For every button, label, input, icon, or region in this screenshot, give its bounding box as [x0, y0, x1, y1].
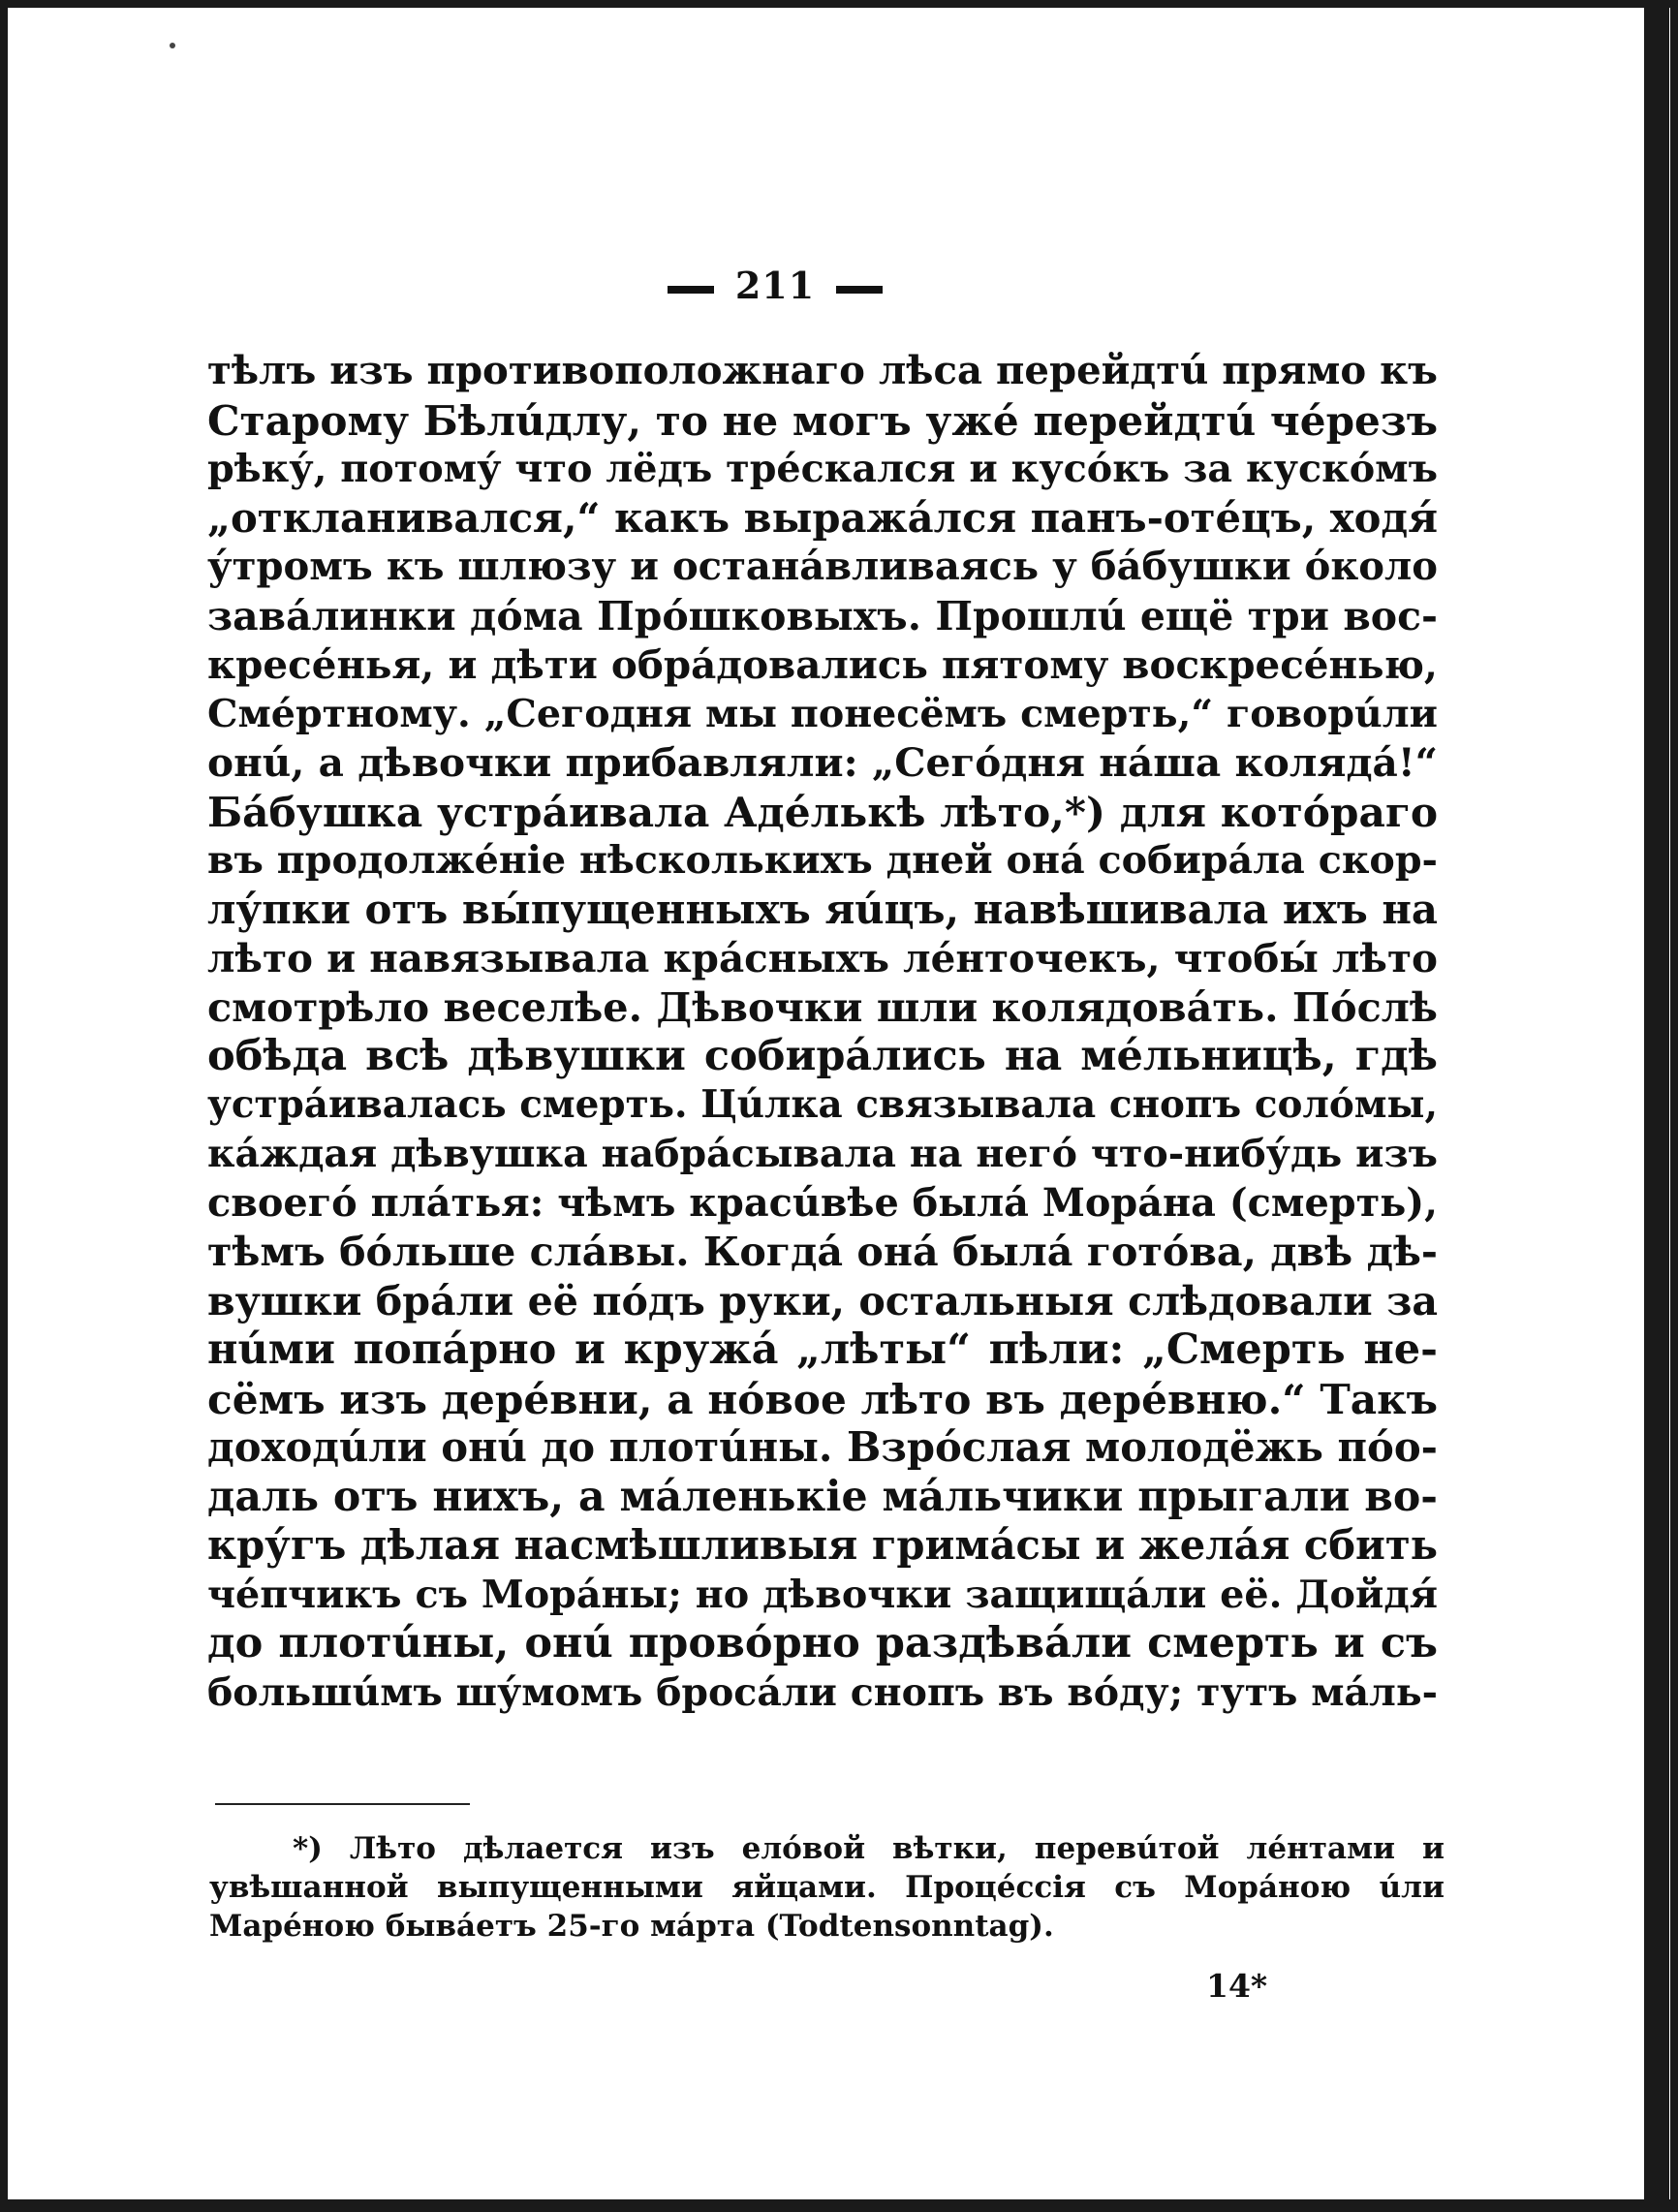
page-border-top	[0, 0, 1678, 8]
page-number-dash-left	[668, 286, 714, 294]
body-line: нúми попáрно и кружá „лѣты“ пѣли: „Смерть не-	[207, 1325, 1438, 1374]
body-line: лѣто и навязывала крáсныхъ лéнточекъ, чтобы́ лѣто	[207, 935, 1438, 981]
body-line: рѣку́, потому́ что лёдъ трéскался и кусóкъ за кускóмъ	[207, 447, 1438, 491]
footnote-line: увѣшанной выпущенными яйцами. Процéссія съ Морáною úли	[209, 1870, 1445, 1905]
body-line: кресéнья, и дѣти обрáдовались пятому воскресéнью,	[207, 641, 1438, 688]
footnote-line: Марéною бывáетъ 25-го мáрта (Todtensonntag).	[209, 1909, 1054, 1944]
body-line: смотрѣло веселѣе. Дѣвочки шли колядовáть. Пóслѣ	[207, 982, 1438, 1031]
body-line: чéпчикъ съ Морáны; но дѣвочки защищáли её. Дойдя́	[207, 1572, 1438, 1617]
scan-speck	[170, 43, 175, 48]
body-line: большúмъ шу́момъ бросáли снопъ въ вóду; тутъ мáль-	[207, 1669, 1438, 1715]
body-line: вушки брáли её пóдъ руки, остальныя слѣдовали за	[207, 1276, 1438, 1324]
page-border-left	[0, 0, 8, 2212]
body-line: Смéртному. „Сегодня мы понесёмъ смерть,“ говорúли	[207, 691, 1438, 736]
body-line: доходúли онú до плотúны. Взрóслая молодёжь пóо-	[207, 1423, 1438, 1471]
page-number-value: 211	[734, 264, 816, 307]
body-line: завáлинки дóма Прóшковыхъ. Прошлú ещё три вос-	[207, 592, 1438, 639]
body-line: кáждая дѣвушка набрáсывала на негó что-нибу́дь изъ	[207, 1132, 1438, 1176]
footnote	[209, 1829, 1445, 1946]
body-line: кру́гъ дѣлая насмѣшливыя гримáсы и желáя сбить	[207, 1521, 1438, 1569]
body-line: тѣлъ изъ противоположнаго лѣса перейдтú прямо къ	[207, 348, 1438, 393]
footnote-line: *) Лѣто дѣлается изъ елóвой вѣтки, перевúтой лéнтами и	[293, 1831, 1445, 1866]
body-line: „откланивался,“ какъ выражáлся панъ-отéцъ, ходя́	[207, 493, 1438, 542]
body-line: обѣда всѣ дѣвушки собирáлись на мéльницѣ, гдѣ	[207, 1032, 1438, 1080]
body-line: даль отъ нихъ, а мáленькіе мáльчики прыгали во-	[207, 1472, 1438, 1521]
body-line: Бáбушка устрáивала Адéлькѣ лѣто,*) для котóраго	[207, 787, 1439, 836]
body-line: онú, а дѣвочки прибавляли: „Сегóдня нáша колядá!“	[207, 739, 1438, 786]
page-number-dash-right	[836, 286, 883, 294]
body-text	[207, 347, 1438, 1717]
body-line: лу́пки отъ вы́пущенныхъ яúцъ, навѣшивала ихъ на	[207, 885, 1438, 933]
page-border-bottom	[0, 2199, 1678, 2212]
page-border-right-outer	[1670, 0, 1678, 2212]
footnote-separator	[215, 1803, 470, 1805]
body-line: Старому Бѣлúдлу, то не могъ ужé перейдтú чéрезъ	[207, 395, 1439, 445]
body-line: до плотúны, онú провóрно раздѣвáли смерть и съ	[207, 1619, 1438, 1667]
page-border-right	[1644, 0, 1669, 2212]
body-line: устрáивалась смерть. Цúлка связывала снопъ солóмы,	[207, 1082, 1438, 1127]
body-line: у́тромъ къ шлюзу и останáвливаясь у бáбушки óколо	[207, 544, 1438, 589]
body-line: своегó плáтья: чѣмъ красúвѣе былá Морáна (смерть),	[207, 1180, 1438, 1226]
body-line: сёмъ изъ дерéвни, а нóвое лѣто въ дерéвню.“ Такъ	[207, 1374, 1438, 1423]
signature-mark: 14*	[1206, 1967, 1268, 2005]
body-line: въ продолжéніе нѣсколькихъ дней онá собирáла скор-	[207, 838, 1438, 883]
body-line: тѣмъ бóльше слáвы. Когдá онá былá готóва, двѣ дѣ-	[207, 1228, 1438, 1275]
page-number	[0, 264, 1550, 307]
